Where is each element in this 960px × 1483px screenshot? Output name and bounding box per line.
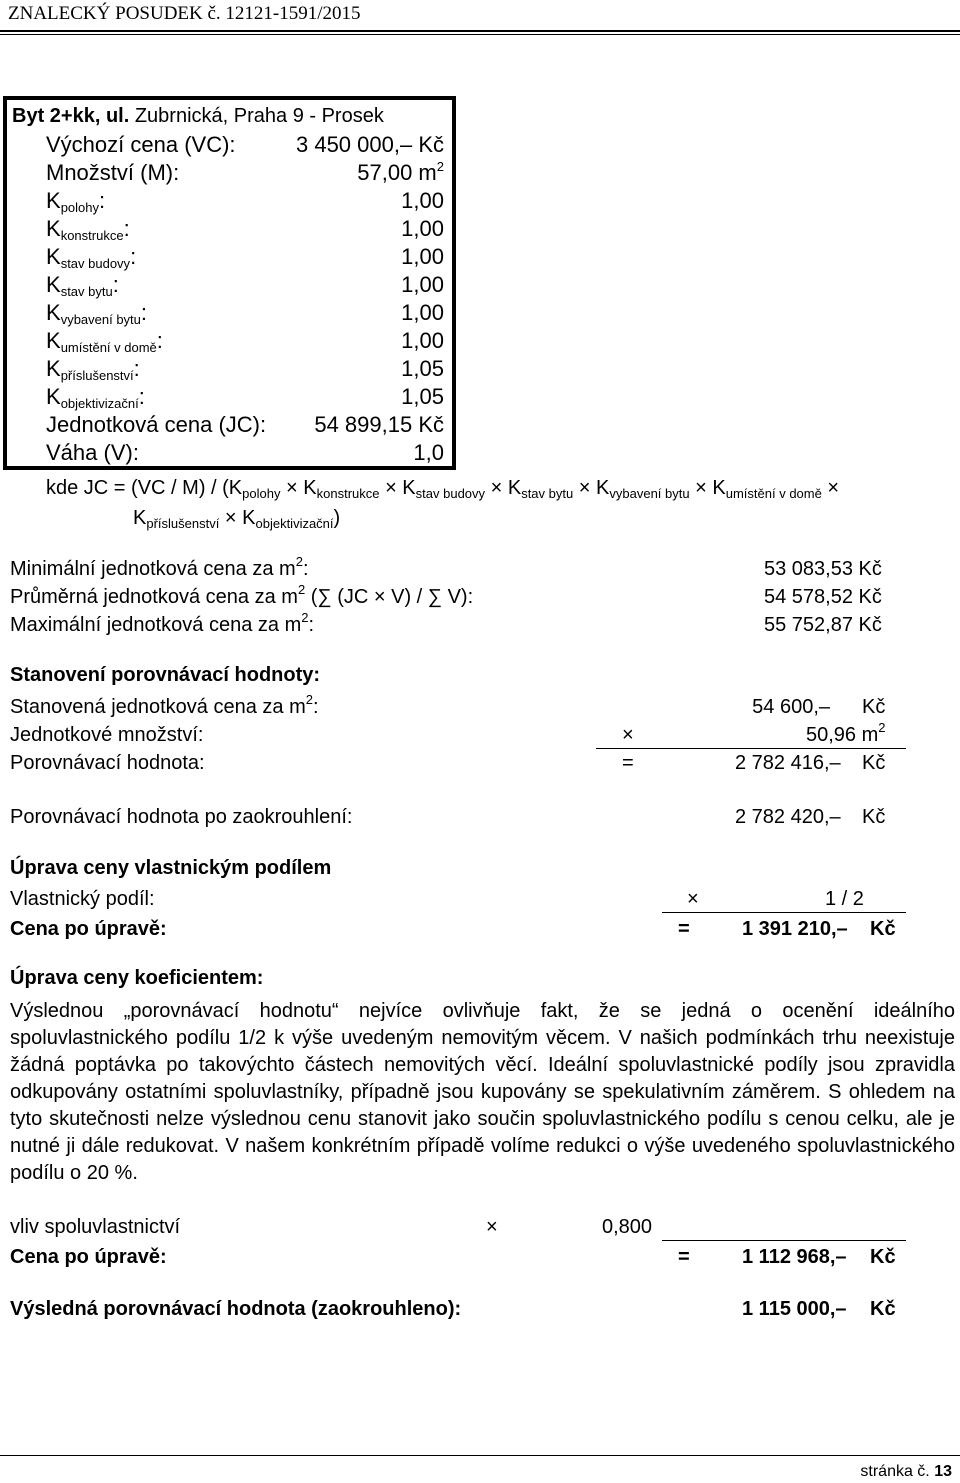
box-row-label: Množství (M):: [46, 160, 180, 185]
ownership-price-value: 1 391 210,–: [742, 918, 848, 940]
stat-min-value: 53 083,53 Kč: [764, 558, 882, 580]
unit-price-value: 54 600,–: [752, 696, 830, 718]
box-row-value: 1,00: [401, 272, 444, 297]
box-row-label: $K_{stav budovy}$:: [46, 244, 137, 271]
rounded-currency: Kč: [862, 806, 886, 828]
box-title: Byt 2+kk, ul. Zubrnická, Praha 9 - Prosek: [12, 105, 384, 127]
header-rule-thin: [0, 34, 960, 35]
unit-price-currency: Kč: [862, 696, 886, 718]
formula-line-1: kde JC = $(VC / M) / (K_{polohy} \times K_{konstrukce} \times K_{stav budovy} \times K_{stav bytu} \times K_{vybavení bytu} \times K_{umístění v domě}$ ×: [46, 477, 840, 501]
coef-label: vliv spoluvlastnictví: [10, 1216, 181, 1238]
share-label: Vlastnický podíl:: [10, 888, 155, 910]
times-icon: ×: [827, 477, 840, 499]
times-icon: ×: [286, 477, 298, 499]
box-row-value: 1,05: [401, 356, 444, 381]
box-row-label: $K_{polohy}$:: [46, 188, 106, 215]
formula-sub-3: stav bytu: [521, 486, 574, 501]
header-rule: [0, 30, 960, 32]
formula-sub-0: polohy: [242, 486, 281, 501]
box-row-label: $K_{objektivizační}$:: [46, 384, 145, 411]
coef-equals-icon: =: [678, 1246, 690, 1268]
box-row-label: $K_{umístění v domě}$:: [46, 328, 163, 355]
result-value: 1 115 000,–: [742, 1298, 847, 1320]
box-row-value: 1,00: [401, 328, 444, 353]
compare-value-label: Porovnávací hodnota:: [10, 752, 205, 774]
unit-price-label: Stanovená jednotková cena za $m^2$:: [10, 692, 319, 718]
ownership-equals-icon: =: [678, 918, 690, 940]
page-footer: [860, 1462, 952, 1482]
times-icon: ×: [695, 477, 707, 499]
formula-line-2: $K_{příslušenství} \times K_{objektivizační}$): [133, 507, 341, 531]
ownership-heading: Úprava ceny vlastnickým podílem: [10, 857, 332, 879]
box-row-label: $K_{příslušenství}$:: [46, 356, 140, 383]
times-icon: ×: [490, 477, 503, 499]
ownership-price-label: Cena po úpravě:: [10, 918, 167, 940]
times-icon: ×: [224, 507, 237, 529]
formula-closing: ): [333, 507, 341, 529]
rounded-value: 2 782 420,–: [735, 806, 841, 828]
document-header: [8, 2, 361, 26]
box-row-value: 57,00 $m^2$: [357, 159, 444, 185]
compare-equals-icon: =: [622, 752, 634, 774]
result-currency: Kč: [870, 1298, 896, 1320]
coefficient-paragraph: Výslednou „porovnávací hodnotu“ nejvíce ovlivňuje fakt, že se jedná o ocenění ideálního spoluvlastnického podílu 1/2 k výše uvedeným nemovitým věcem. V našich podmínkách trhu neexistuje žádná poptávka po takovýchto částech nemovitých věcí. Ideální spoluvlastnické podíly jsou zpravidla odkupovány ostatními spoluvlastníky, případně jsou kupovány se spekulativním záměrem. S ohledem na tyto skutečnosti nelze výslednou cenu stanovit jako součin spoluvlastnického podílu s cenou celku, ale je nutné ji dále redukovat. V našem konkrétním případě volíme redukci o výše uvedeného spoluvlastnického podílu o 20 %.: [10, 1000, 955, 1184]
formula-sub-2: stav budovy: [415, 486, 486, 501]
compare-value: 2 782 416,–: [735, 752, 841, 774]
box-row-value: 1,05: [401, 384, 444, 409]
box-row-value: 54 899,15 Kč: [314, 412, 444, 437]
coefficient-heading: Úprava ceny koeficientem:: [10, 967, 264, 989]
rounded-label: Porovnávací hodnota po zaokrouhlení:: [10, 806, 353, 828]
qty-times-icon: ×: [622, 724, 634, 746]
qty-underline: [596, 748, 906, 749]
box-row-label: Jednotková cena (JC):: [46, 412, 267, 437]
times-icon: ×: [578, 477, 591, 499]
box-row-value: 1,00: [401, 216, 444, 241]
coef-price-currency: Kč: [870, 1246, 896, 1268]
header-title: ZNALECKÝ POSUDEK č. 12121-1591/2015: [8, 3, 361, 24]
box-row-label: Výchozí cena (VC):: [46, 132, 236, 157]
page-label: stránka č.: [860, 1463, 930, 1480]
share-value: 1 / 2: [825, 888, 864, 910]
times-icon: ×: [385, 477, 397, 499]
box-row-label: Váha (V):: [46, 440, 139, 465]
coef-underline: [662, 1240, 906, 1241]
box-row-value: 1,0: [413, 440, 444, 465]
formula-sub-5: umístění v domě: [725, 486, 822, 501]
formula-sub-4: vybavení bytu: [609, 486, 690, 501]
qty-label: Jednotkové množství:: [10, 724, 204, 746]
formula-prefix: kde JC = (VC / M) / (K: [46, 477, 243, 499]
stat-max-label: Maximální jednotková cena za $m^2$:: [10, 610, 315, 636]
stat-avg-value: 54 578,52 Kč: [764, 586, 882, 608]
formula-sub-6: příslušenství: [146, 516, 220, 531]
box-row-value: 1,00: [401, 188, 444, 213]
ownership-price-currency: Kč: [870, 918, 896, 940]
stat-avg-label: Průměrná jednotková cena za $m^2$ (∑ (JC × V) / ∑ V):: [10, 582, 474, 608]
qty-value: 50,96 $m^2$: [806, 720, 886, 746]
coef-times-icon: ×: [486, 1216, 498, 1238]
box-row-label: $K_{vybavení bytu}$:: [46, 300, 148, 327]
comparison-heading: Stanovení porovnávací hodnoty:: [10, 664, 321, 686]
coef-price-value: 1 112 968,–: [742, 1246, 847, 1268]
share-underline: [662, 912, 906, 913]
formula-sub-1: konstrukce: [316, 486, 380, 501]
formula-sub-7: objektivizační: [255, 516, 334, 531]
coef-price-label: Cena po úpravě:: [10, 1246, 167, 1268]
box-row-label: $K_{stav bytu}$:: [46, 272, 119, 299]
share-times-icon: ×: [687, 888, 699, 910]
box-row-value: 3 450 000,– Kč: [295, 132, 444, 157]
box-row-value: 1,00: [401, 300, 444, 325]
box-row-label: $K_{konstrukce}$:: [46, 216, 130, 243]
box-row-value: 1,00: [401, 244, 444, 269]
result-label: Výsledná porovnávací hodnota (zaokrouhleno):: [10, 1298, 462, 1320]
stat-max-value: 55 752,87 Kč: [764, 614, 882, 636]
stat-min-label: Minimální jednotková cena za $m^2$:: [10, 554, 309, 580]
footer-rule: [0, 1455, 960, 1456]
compare-currency: Kč: [862, 752, 886, 774]
coef-value: 0,800: [602, 1216, 653, 1238]
page-number: 13: [934, 1463, 952, 1480]
